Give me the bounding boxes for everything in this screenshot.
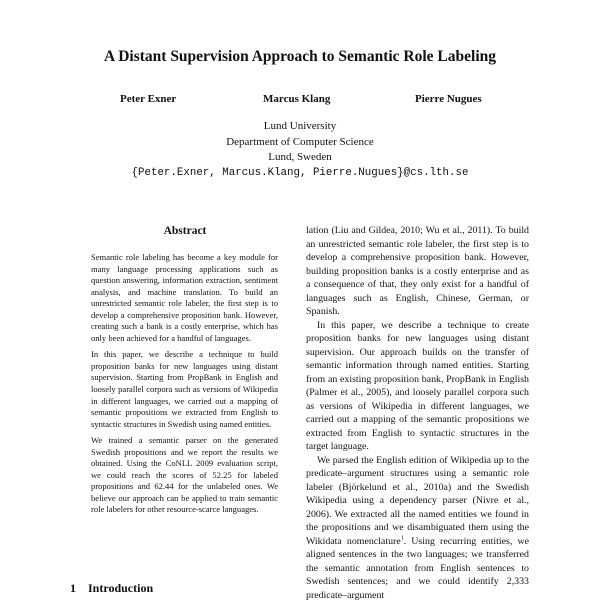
abstract-heading: Abstract <box>90 225 280 237</box>
author-name: Peter Exner <box>120 93 176 105</box>
body-paragraph <box>306 454 529 602</box>
author-name: Marcus Klang <box>263 93 330 105</box>
abstract-paragraph: Semantic role labeling has become a key module for many language processing applications such as question answering, information extraction, sentiment analysis, and machine translation. To build an unrestricted semantic role labeler, the first step is to develop a comprehensive proposition bank. However, creating such a bank is a costly enterprise, which has only been achieved for a handful of languages. <box>91 252 278 344</box>
section-heading <box>70 581 153 596</box>
abstract-paragraph: We trained a semantic parser on the generated Swedish propositions and we report the results we obtained. Using the CoNLL 2009 evaluation script, we could reach the scores of 52.25 for labeled propositions and 62.44 for the unlabeled ones. We believe our approach can be applied to train semantic role labelers for other resource-scarce languages. <box>91 435 278 516</box>
body-text: . Using recurring entities, we aligned sentences in the two languages; we transferred the semantic annotation from English sentences to Swedish sentences; and we could identify 2,333 predicate–argument <box>306 536 529 601</box>
abstract-paragraph: In this paper, we describe a technique to build proposition banks for new languages using distant supervision. Starting from PropBank in English and loosely parallel corpora such as versions of Wikipedia in different languages, we carried out a mapping of semantic propositions we extracted from English to syntactic structures in Swedish using named entities. <box>91 349 278 430</box>
footnote-marker: 1 <box>401 535 404 541</box>
affiliation-university: Lund University <box>0 119 600 135</box>
author-name: Pierre Nugues <box>415 93 482 105</box>
affiliation-department: Department of Computer Science <box>0 135 600 151</box>
body-paragraph: lation (Liu and Gildea, 2010; Wu et al., 2011). To build an unrestricted semantic role labeler, the first step is to develop a comprehensive proposition bank. However, building proposition banks is a costly enterprise and as a consequence of that, they only exist for a handful of languages such as English, Chinese, German, or Spanish. <box>306 224 529 319</box>
author-emails: {Peter.Exner, Marcus.Klang, Pierre.Nugues}@cs.lth.se <box>0 166 600 182</box>
paper-title: A Distant Supervision Approach to Semantic Role Labeling <box>0 48 600 66</box>
affiliation-location: Lund, Sweden <box>0 150 600 166</box>
body-column-right <box>306 224 529 602</box>
abstract-body <box>91 252 278 521</box>
section-title: Introduction <box>88 581 153 595</box>
section-number: 1 <box>70 581 88 596</box>
body-paragraph: In this paper, we describe a technique to create proposition banks for new languages using distant supervision. Our approach builds on the transfer of semantic information through named entities. Starting from an existing proposition bank, PropBank in English (Palmer et al., 2005), and loosely parallel corpora such as versions of Wikipedia in different languages, we carried out a mapping of the semantic propositions we extracted from English to syntactic structures in the target language. <box>306 319 529 454</box>
body-text: We parsed the English edition of Wikipedia up to the predicate–argument structures using a semantic role labeler (Björkelund et al., 2010a) and the Swedish Wikipedia using a dependency parser (Nivre et al., 2006). We extracted all the named entities we found in the propositions and we disambiguated them using the Wikidata nomenclature <box>306 455 529 547</box>
affiliation-block <box>0 119 600 181</box>
